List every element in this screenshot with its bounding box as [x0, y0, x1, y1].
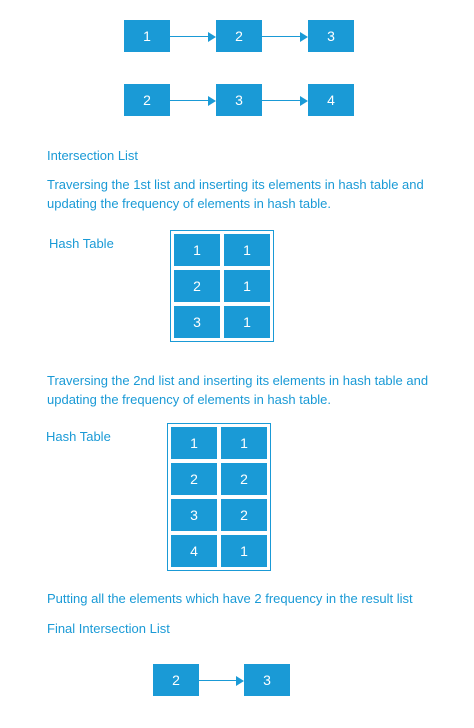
- hash-table-2-frequency: 2: [221, 499, 267, 531]
- hash-table-1-label: Hash Table: [49, 236, 114, 251]
- final-list-node: 3: [244, 664, 290, 696]
- hash-table-2-key: 4: [171, 535, 217, 567]
- hash-table-1-frequency: 1: [224, 234, 270, 266]
- hash-table-2-frequency: 1: [221, 535, 267, 567]
- list-2-node: 2: [124, 84, 170, 116]
- intersection-heading: Intersection List: [47, 148, 139, 163]
- step-2-line-2: updating the frequency of elements in hash table.: [47, 392, 332, 407]
- hash-table-1-key: 3: [174, 306, 220, 338]
- hash-table-1-key: 2: [174, 270, 220, 302]
- step-1-line-2: updating the frequency of elements in hash table.: [47, 196, 332, 211]
- list-2-arrow: [170, 95, 216, 107]
- hash-table-2-label: Hash Table: [46, 429, 111, 444]
- hash-table-2-frequency: 2: [221, 463, 267, 495]
- list-2-node: 3: [216, 84, 262, 116]
- hash-table-2-key: 3: [171, 499, 217, 531]
- result-text: Putting all the elements which have 2 frequency in the result list: [47, 591, 413, 606]
- list-2-node: 4: [308, 84, 354, 116]
- list-1-arrow: [262, 31, 308, 43]
- step-1-line-1: Traversing the 1st list and inserting its elements in hash table and: [47, 177, 424, 192]
- final-list-node: 2: [153, 664, 199, 696]
- list-1-node: 1: [124, 20, 170, 52]
- list-1-arrow: [170, 31, 216, 43]
- hash-table-2-key: 1: [171, 427, 217, 459]
- hash-table-2-key: 2: [171, 463, 217, 495]
- hash-table-1: [170, 230, 274, 342]
- hash-table-1-frequency: 1: [224, 270, 270, 302]
- hash-table-1-key: 1: [174, 234, 220, 266]
- final-list-arrow: [199, 675, 244, 687]
- list-1-node: 3: [308, 20, 354, 52]
- step-2-line-1: Traversing the 2nd list and inserting its elements in hash table and: [47, 373, 429, 388]
- hash-table-2-frequency: 1: [221, 427, 267, 459]
- hash-table-1-frequency: 1: [224, 306, 270, 338]
- final-heading: Final Intersection List: [47, 621, 170, 636]
- list-2-arrow: [262, 95, 308, 107]
- hash-table-2: [167, 423, 271, 571]
- list-1-node: 2: [216, 20, 262, 52]
